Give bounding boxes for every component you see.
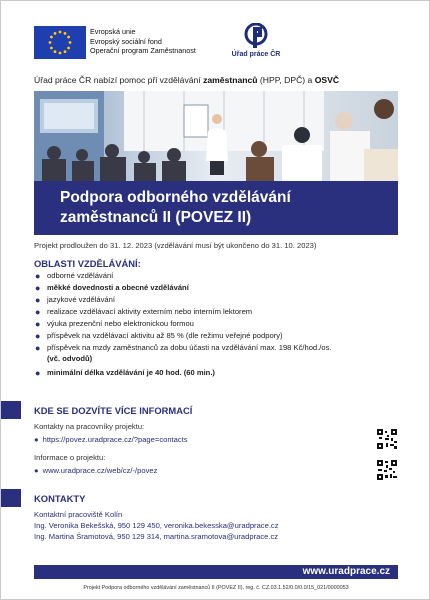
bullet-icon: ● <box>35 342 41 353</box>
title-banner <box>34 181 398 235</box>
list-item-text: minimální délka vzdělávání je 40 hod. (60 min.) <box>47 367 215 377</box>
bullet-icon: ● <box>35 271 41 281</box>
bullet-icon: ● <box>34 435 39 444</box>
page-title-line2: zaměstnanců II (POVEZ II) <box>60 209 252 226</box>
intro-bold: zaměstnanců <box>203 75 258 85</box>
list-item-text: odborné vzdělávání <box>47 271 114 280</box>
intro-bold: OSVČ <box>314 75 340 85</box>
extension-note: Projekt prodloužen do 31. 12. 2023 (vzdělávání musí být ukončeno do 31. 10. 2023) <box>34 241 317 250</box>
contact-office: Kontaktní pracoviště Kolín <box>34 510 123 519</box>
contacts-link[interactable] <box>34 435 188 444</box>
project-footnote: Projekt Podpora odborného vzdělávání zaměstnanců II (POVEZ II), reg. č. CZ.03.1.52/0.0/0.0/15_021/0000053 <box>83 585 349 591</box>
list-item-text: realizace vzdělávací aktivity externím nebo interním lektorem <box>47 306 253 316</box>
bullet-icon: ● <box>35 294 41 305</box>
bullet-icon: ● <box>35 318 41 329</box>
list-item-text: příspěvek na mzdy zaměstnanců za dobu účasti na vzdělávání max. 198 Kč/hod./os. <box>47 342 332 352</box>
intro-part: (HPP, DPČ) a <box>257 75 315 85</box>
section-marker <box>1 401 21 419</box>
qr-code-contacts[interactable] <box>377 429 397 449</box>
urad-prace-mark-icon <box>244 23 268 49</box>
footer-url[interactable]: www.uradprace.cz <box>302 566 390 577</box>
eu-line: Operační program Zaměstnanost <box>90 46 196 56</box>
contacts-link-text[interactable]: https://povez.uradprace.cz/?page=contacts <box>42 435 188 444</box>
list-item <box>34 319 404 330</box>
eu-flag-logo <box>34 26 86 59</box>
contacts-label: Kontakty na pracovníky projektu: <box>34 422 145 431</box>
info-link-text[interactable]: www.uradprace.cz/web/cz/-/povez <box>42 466 158 475</box>
bullet-icon: ● <box>34 466 39 475</box>
list-item-text: měkké dovednosti a obecné vzdělávání <box>47 282 189 292</box>
list-item <box>34 368 404 379</box>
contact-person[interactable]: Ing. Martina Šramotová, 950 129 314, martina.sramotova@uradprace.cz <box>34 532 279 541</box>
list-item <box>34 331 404 342</box>
list-item-text: příspěvek na vzdělávací aktivitu až 85 % (dle režimu veřejné podpory) <box>47 330 283 340</box>
list-item <box>34 283 404 294</box>
info-label: Informace o projektu: <box>34 453 106 462</box>
conference-photo <box>34 91 398 181</box>
areas-heading: OBLASTI VZDĚLÁVÁNÍ: <box>34 258 141 269</box>
list-item <box>34 307 404 318</box>
list-item <box>34 271 404 282</box>
list-item-text: (vč. odvodů) <box>47 353 93 363</box>
intro-text <box>34 75 339 85</box>
list-item <box>34 343 404 365</box>
footer-bar <box>34 565 398 579</box>
urad-prace-logo <box>230 23 282 58</box>
bullet-icon: ● <box>35 306 41 317</box>
logo-name: Úřad práce ČR <box>231 51 281 58</box>
eu-program-text <box>90 27 196 56</box>
more-info-heading: KDE SE DOZVÍTE VÍCE INFORMACÍ <box>34 405 193 416</box>
list-item <box>34 295 404 306</box>
contact-person[interactable]: Ing. Veronika Bekešská, 950 129 450, veronika.bekesska@uradprace.cz <box>34 521 279 530</box>
section-marker <box>1 489 21 507</box>
list-item-text: výuka prezenční nebo elektronickou formou <box>47 318 194 328</box>
contacts-heading: KONTAKTY <box>34 493 86 504</box>
bullet-icon: ● <box>35 282 41 293</box>
eu-line: Evropský sociální fond <box>90 36 162 46</box>
areas-list <box>34 271 404 379</box>
list-item-text: jazykové vzdělávání <box>47 294 115 304</box>
intro-part: Úřad práce ČR nabízí pomoc při vzdělávání <box>34 75 204 85</box>
eu-line: Evropská unie <box>90 27 136 36</box>
info-link[interactable] <box>34 466 157 475</box>
bullet-icon: ● <box>35 367 41 378</box>
bullet-icon: ● <box>35 330 41 341</box>
qr-code-info[interactable] <box>377 460 397 480</box>
page-title-line1: Podpora odborného vzdělávání <box>60 189 291 206</box>
